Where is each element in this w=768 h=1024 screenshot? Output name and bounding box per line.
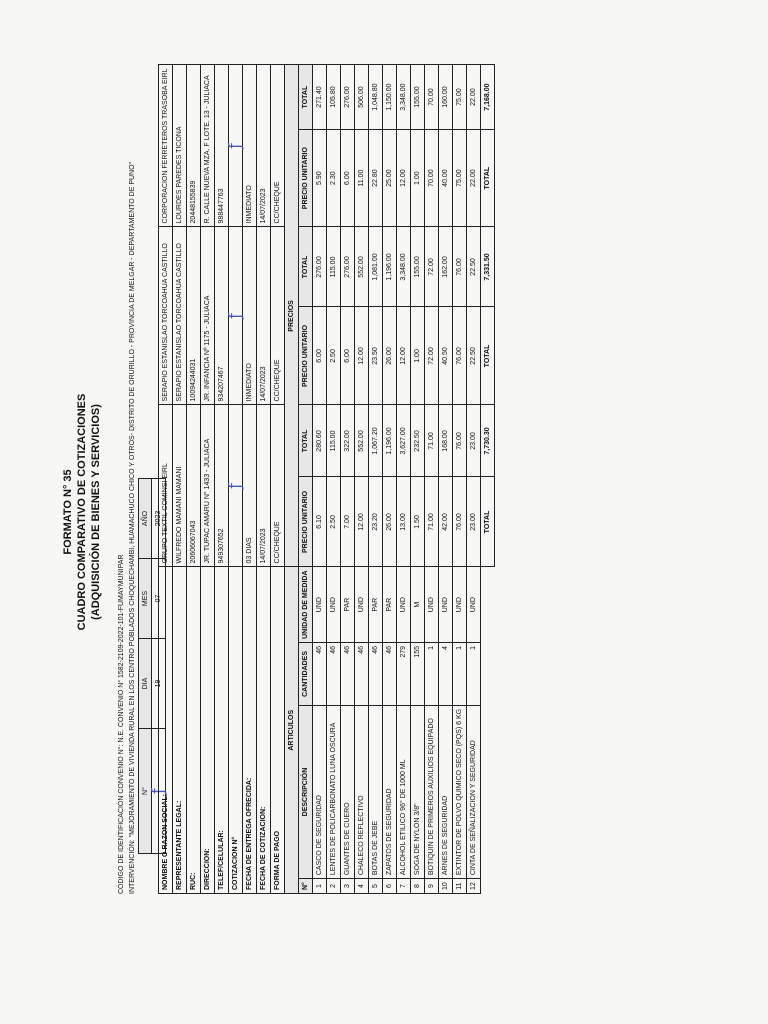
line-total: 1,081.00 bbox=[369, 227, 383, 307]
comparison-table bbox=[158, 64, 495, 894]
line-total: 115.00 bbox=[327, 405, 341, 477]
unit-price: 12.00 bbox=[355, 477, 369, 567]
col-descripcion: DESCRIPCIÓN bbox=[299, 705, 313, 878]
signature-mark: ƒ bbox=[225, 483, 244, 489]
unit-price: 40.50 bbox=[439, 307, 453, 405]
table-row bbox=[313, 65, 327, 894]
line-total: 168.00 bbox=[439, 405, 453, 477]
unit-price: 6.00 bbox=[341, 129, 355, 227]
signature-mark: ƒ bbox=[225, 313, 244, 319]
supplier-field: WILFREDO MAMANI MAMANI bbox=[173, 405, 187, 567]
supplier-field: CC/CHEQUE bbox=[271, 405, 285, 567]
unit-price: 76.00 bbox=[453, 477, 467, 567]
unit-price: 22.80 bbox=[369, 129, 383, 227]
unit-price: 23.20 bbox=[369, 477, 383, 567]
col-n: N° bbox=[299, 879, 313, 894]
supplier-fields bbox=[159, 65, 285, 894]
ref-value-ano: 2023 bbox=[152, 479, 166, 559]
item-description: ZAPATOS DE SEGURIDAD bbox=[383, 705, 397, 878]
supplier-field: INMEDIATO bbox=[243, 227, 257, 405]
item-unit: UND bbox=[439, 567, 453, 642]
supplier-field: CORPORACION FERRETEROS TRASOBA EIRL bbox=[159, 65, 173, 227]
item-number: 12 bbox=[467, 879, 481, 894]
supplier-field: 988447763 bbox=[215, 65, 229, 227]
col-precio-unitario: PRECIO UNITARIO bbox=[299, 129, 313, 227]
col-total: TOTAL bbox=[299, 227, 313, 307]
item-number: 11 bbox=[453, 879, 467, 894]
supplier-field: CC/CHEQUE bbox=[271, 65, 285, 227]
item-description: CINTA DE SEÑALIZACION Y SEGURIDAD bbox=[467, 705, 481, 878]
signature-cell bbox=[225, 405, 244, 567]
unit-price: 75.00 bbox=[453, 129, 467, 227]
unit-price: 26.00 bbox=[383, 477, 397, 567]
table-row bbox=[411, 65, 425, 894]
item-description: LENTES DE POLICARBONATO LUNA OSCURA bbox=[327, 705, 341, 878]
line-total: 3,627.00 bbox=[397, 405, 411, 477]
item-description: BOTAS DE JEBE bbox=[369, 705, 383, 878]
document-subtitle: (ADQUISICIÓN DE BIENES Y SERVICIOS) bbox=[90, 404, 102, 620]
item-quantity: 1 bbox=[425, 642, 439, 705]
line-total: 70.00 bbox=[425, 65, 439, 129]
unit-price: 42.00 bbox=[439, 477, 453, 567]
line-total: 506.00 bbox=[355, 65, 369, 129]
line-total: 3,348.00 bbox=[397, 227, 411, 307]
line-total: 1,196.00 bbox=[383, 405, 397, 477]
item-quantity: 46 bbox=[383, 642, 397, 705]
supplier-field: 03 DIAS bbox=[243, 405, 257, 567]
item-unit: UND bbox=[327, 567, 341, 642]
col-cantidades: CANTIDADES bbox=[299, 642, 313, 705]
field-row bbox=[257, 65, 271, 894]
table-row bbox=[453, 65, 467, 894]
document-title: CUADRO COMPARATIVO DE COTIZACIONES bbox=[76, 393, 88, 631]
field-label: NOMBRE O RAZON SOCIAL: bbox=[159, 567, 173, 894]
item-unit: PAR bbox=[383, 567, 397, 642]
intervencion-line: INTERVENCIÓN: "MEJORAMIENTO DE VIVIENDA RURAL EN LOS CENTRO POBLADOS CHOQUECHAMBI, HUAMACHUCO CHICO Y OTROS- DISTRITO DE ORURILLO - PROVINCIA DE MELGAR - DEPARTAMENTO DE PUNO" bbox=[129, 161, 136, 894]
supplier-field: SERAPIO ESTANISLAO TORCOAHUA CASTILLO bbox=[159, 227, 173, 405]
table-row bbox=[369, 65, 383, 894]
item-unit: PAR bbox=[341, 567, 355, 642]
unit-price: 7.00 bbox=[341, 477, 355, 567]
unit-price: 25.00 bbox=[383, 129, 397, 227]
header-row bbox=[299, 65, 313, 894]
item-quantity: 1 bbox=[453, 642, 467, 705]
section-row bbox=[285, 65, 299, 894]
line-total: 3,348.00 bbox=[397, 65, 411, 129]
item-quantity: 1 bbox=[467, 642, 481, 705]
item-unit: UND bbox=[313, 567, 327, 642]
totals-row bbox=[481, 65, 495, 894]
supplier-field: 14/07/2023 bbox=[257, 65, 271, 227]
line-total: 155.00 bbox=[411, 65, 425, 129]
unit-price: 76.00 bbox=[453, 307, 467, 405]
col-precio-unitario: PRECIO UNITARIO bbox=[299, 307, 313, 405]
unit-price: 12.00 bbox=[397, 307, 411, 405]
line-total: 1,196.00 bbox=[383, 227, 397, 307]
item-quantity: 46 bbox=[313, 642, 327, 705]
field-label: DIRECCION: bbox=[201, 567, 215, 894]
line-total: 22.50 bbox=[467, 227, 481, 307]
signature-cell bbox=[225, 227, 244, 405]
item-description: CASCO DE SEGURIDAD bbox=[313, 705, 327, 878]
field-label: REPRESENTANTE LEGAL: bbox=[173, 567, 187, 894]
item-description: ALCOHOL ETILICO 96° DE 1000 ML bbox=[397, 705, 411, 878]
ref-value-dia: 19 bbox=[152, 639, 166, 729]
item-number: 1 bbox=[313, 879, 327, 894]
supplier-field: CC/CHEQUE bbox=[271, 227, 285, 405]
col-precio-unitario: PRECIO UNITARIO bbox=[299, 477, 313, 567]
table-row bbox=[383, 65, 397, 894]
item-number: 9 bbox=[425, 879, 439, 894]
line-total: 162.00 bbox=[439, 227, 453, 307]
line-total: 271.40 bbox=[313, 65, 327, 129]
field-label: FECHA DE ENTREGA OFRECIDA: bbox=[243, 567, 257, 894]
item-description: SOGA DE NYLON 3/8" bbox=[411, 705, 425, 878]
supplier-field: SERAPIO ESTANISLAO TORCOAHUA CASTILLO bbox=[173, 227, 187, 405]
line-total: 276.00 bbox=[313, 227, 327, 307]
unit-price: 22.00 bbox=[467, 129, 481, 227]
field-label: FORMA DE PAGO bbox=[271, 567, 285, 894]
supplier-field: 10094244031 bbox=[187, 227, 201, 405]
field-label: RUC: bbox=[187, 567, 201, 894]
unit-price: 70.00 bbox=[425, 129, 439, 227]
line-total: 552.00 bbox=[355, 227, 369, 307]
table-row bbox=[327, 65, 341, 894]
line-total: 105.80 bbox=[327, 65, 341, 129]
unit-price: 6.10 bbox=[313, 477, 327, 567]
supplier-field: 14/07/2023 bbox=[257, 227, 271, 405]
col-unidad: UNIDAD DE MEDIDA bbox=[299, 567, 313, 642]
supplier-field: GRUPO TEXTIL COMINSI EIRL bbox=[159, 405, 173, 567]
section-articulos: ARTICULOS bbox=[285, 567, 299, 894]
field-row bbox=[229, 65, 243, 894]
line-total: 322.00 bbox=[341, 405, 355, 477]
ref-label-dia: DIA bbox=[139, 639, 152, 729]
field-row bbox=[215, 65, 229, 894]
line-total: 76.00 bbox=[453, 405, 467, 477]
line-total: 23.00 bbox=[467, 405, 481, 477]
line-total: 115.00 bbox=[327, 227, 341, 307]
item-number: 10 bbox=[439, 879, 453, 894]
unit-price: 40.00 bbox=[439, 129, 453, 227]
total-label: TOTAL bbox=[481, 129, 495, 227]
line-total: 232.50 bbox=[411, 405, 425, 477]
line-total: 22.00 bbox=[467, 65, 481, 129]
format-number: FORMATO N° 35 bbox=[62, 469, 74, 555]
unit-price: 5.90 bbox=[313, 129, 327, 227]
table-row bbox=[355, 65, 369, 894]
table-row bbox=[425, 65, 439, 894]
unit-price: 6.00 bbox=[341, 307, 355, 405]
field-row bbox=[173, 65, 187, 894]
line-total: 72.00 bbox=[425, 227, 439, 307]
supplier-field: 20448155839 bbox=[187, 65, 201, 227]
unit-price: 1.00 bbox=[411, 307, 425, 405]
item-quantity: 46 bbox=[369, 642, 383, 705]
item-unit: UND bbox=[425, 567, 439, 642]
line-total: 71.00 bbox=[425, 405, 439, 477]
line-total: 276.00 bbox=[341, 65, 355, 129]
unit-price: 12.00 bbox=[355, 307, 369, 405]
line-total: 1,048.80 bbox=[369, 65, 383, 129]
signature-cell bbox=[225, 65, 244, 227]
unit-price: 2.50 bbox=[327, 307, 341, 405]
column-headers bbox=[285, 65, 313, 894]
unit-price: 13.00 bbox=[397, 477, 411, 567]
item-unit: UND bbox=[467, 567, 481, 642]
item-unit: UND bbox=[397, 567, 411, 642]
col-total: TOTAL bbox=[299, 65, 313, 129]
item-number: 3 bbox=[341, 879, 355, 894]
field-label: FECHA DE COTIZACION: bbox=[257, 567, 271, 894]
item-rows bbox=[313, 65, 481, 894]
grand-total-row bbox=[481, 65, 495, 894]
item-quantity: 155 bbox=[411, 642, 425, 705]
supplier-field: R. CALLE NUEVA MZA. F LOTE. 13 - JULIACA bbox=[201, 65, 215, 227]
item-number: 4 bbox=[355, 879, 369, 894]
line-total: 1,067.20 bbox=[369, 405, 383, 477]
supplier-field: 949307652 bbox=[215, 405, 229, 567]
item-description: GUANTES DE CUERO bbox=[341, 705, 355, 878]
line-total: 76.00 bbox=[453, 227, 467, 307]
line-total: 155.00 bbox=[411, 227, 425, 307]
item-unit: M bbox=[411, 567, 425, 642]
codigo-line: CÓDIGO DE IDENTIFICACIÓN CONVENIO N°: N.E. CONVENIO N° 1582-2109-2022-101-FUMAYMUNIPAR bbox=[118, 554, 125, 894]
line-total: 552.00 bbox=[355, 405, 369, 477]
unit-price: 23.00 bbox=[467, 477, 481, 567]
signature-mark: ƒ bbox=[148, 788, 167, 794]
unit-price: 6.00 bbox=[313, 307, 327, 405]
line-total: 280.60 bbox=[313, 405, 327, 477]
field-row bbox=[159, 65, 173, 894]
grand-total: 7,331.50 bbox=[481, 227, 495, 307]
item-description: ARNES DE SEGURIDAD bbox=[439, 705, 453, 878]
supplier-field: JR. INFANCIA Nº 1175 - JULIACA bbox=[201, 227, 215, 405]
grand-total: 7,730.30 bbox=[481, 405, 495, 477]
item-number: 6 bbox=[383, 879, 397, 894]
unit-price: 2.50 bbox=[327, 477, 341, 567]
line-total: 1,150.00 bbox=[383, 65, 397, 129]
unit-price: 71.00 bbox=[425, 477, 439, 567]
field-label: TELEF/CELULAR: bbox=[215, 567, 229, 894]
item-quantity: 46 bbox=[341, 642, 355, 705]
ref-label-n: N° bbox=[139, 729, 152, 854]
blank-cell bbox=[481, 567, 495, 894]
table-row bbox=[467, 65, 481, 894]
ref-label-mes: MES bbox=[139, 559, 152, 639]
total-label: TOTAL bbox=[481, 307, 495, 405]
supplier-field: 20606067043 bbox=[187, 405, 201, 567]
table-row bbox=[397, 65, 411, 894]
unit-price: 1.50 bbox=[411, 477, 425, 567]
supplier-field: 934207467 bbox=[215, 227, 229, 405]
col-total: TOTAL bbox=[299, 405, 313, 477]
item-number: 2 bbox=[327, 879, 341, 894]
table-row bbox=[439, 65, 453, 894]
unit-price: 12.00 bbox=[397, 129, 411, 227]
ref-value-mes: 07 bbox=[152, 559, 166, 639]
item-quantity: 279 bbox=[397, 642, 411, 705]
supplier-field: 14/07/2023 bbox=[257, 405, 271, 567]
item-number: 5 bbox=[369, 879, 383, 894]
field-row bbox=[243, 65, 257, 894]
supplier-field: JR. TUPAC AMARU N° 1433 - JULIACA bbox=[201, 405, 215, 567]
field-row bbox=[187, 65, 201, 894]
unit-price: 11.00 bbox=[355, 129, 369, 227]
unit-price: 72.00 bbox=[425, 307, 439, 405]
table-row bbox=[341, 65, 355, 894]
item-quantity: 46 bbox=[355, 642, 369, 705]
field-row bbox=[201, 65, 215, 894]
item-number: 7 bbox=[397, 879, 411, 894]
item-number: 8 bbox=[411, 879, 425, 894]
unit-price: 1.00 bbox=[411, 129, 425, 227]
unit-price: 23.50 bbox=[369, 307, 383, 405]
supplier-field: LOURDES PAREDES TICONA bbox=[173, 65, 187, 227]
ref-label-ano: AÑO bbox=[139, 479, 152, 559]
supplier-field: INMEDIATO bbox=[243, 65, 257, 227]
line-total: 75.00 bbox=[453, 65, 467, 129]
item-unit: UND bbox=[453, 567, 467, 642]
item-description: BOTIQUIN DE PRIMEROS AUXILIOS EQUIPADO bbox=[425, 705, 439, 878]
unit-price: 26.00 bbox=[383, 307, 397, 405]
line-total: 160.00 bbox=[439, 65, 453, 129]
item-unit: PAR bbox=[369, 567, 383, 642]
unit-price: 2.30 bbox=[327, 129, 341, 227]
field-label: COTIZACION N° bbox=[229, 567, 243, 894]
field-row bbox=[271, 65, 285, 894]
total-label: TOTAL bbox=[481, 477, 495, 567]
grand-total: 7,168.00 bbox=[481, 65, 495, 129]
item-description: EXTINTOR DE POLVO QUIMICO SECO (PQS) 6 KG bbox=[453, 705, 467, 878]
unit-price: 22.50 bbox=[467, 307, 481, 405]
item-quantity: 46 bbox=[327, 642, 341, 705]
item-description: CHALECO REFLECTIVO bbox=[355, 705, 369, 878]
item-unit: UND bbox=[355, 567, 369, 642]
line-total: 276.00 bbox=[341, 227, 355, 307]
item-quantity: 4 bbox=[439, 642, 453, 705]
signature-mark: ƒ bbox=[225, 143, 244, 149]
section-precios: PRECIOS bbox=[285, 65, 299, 567]
